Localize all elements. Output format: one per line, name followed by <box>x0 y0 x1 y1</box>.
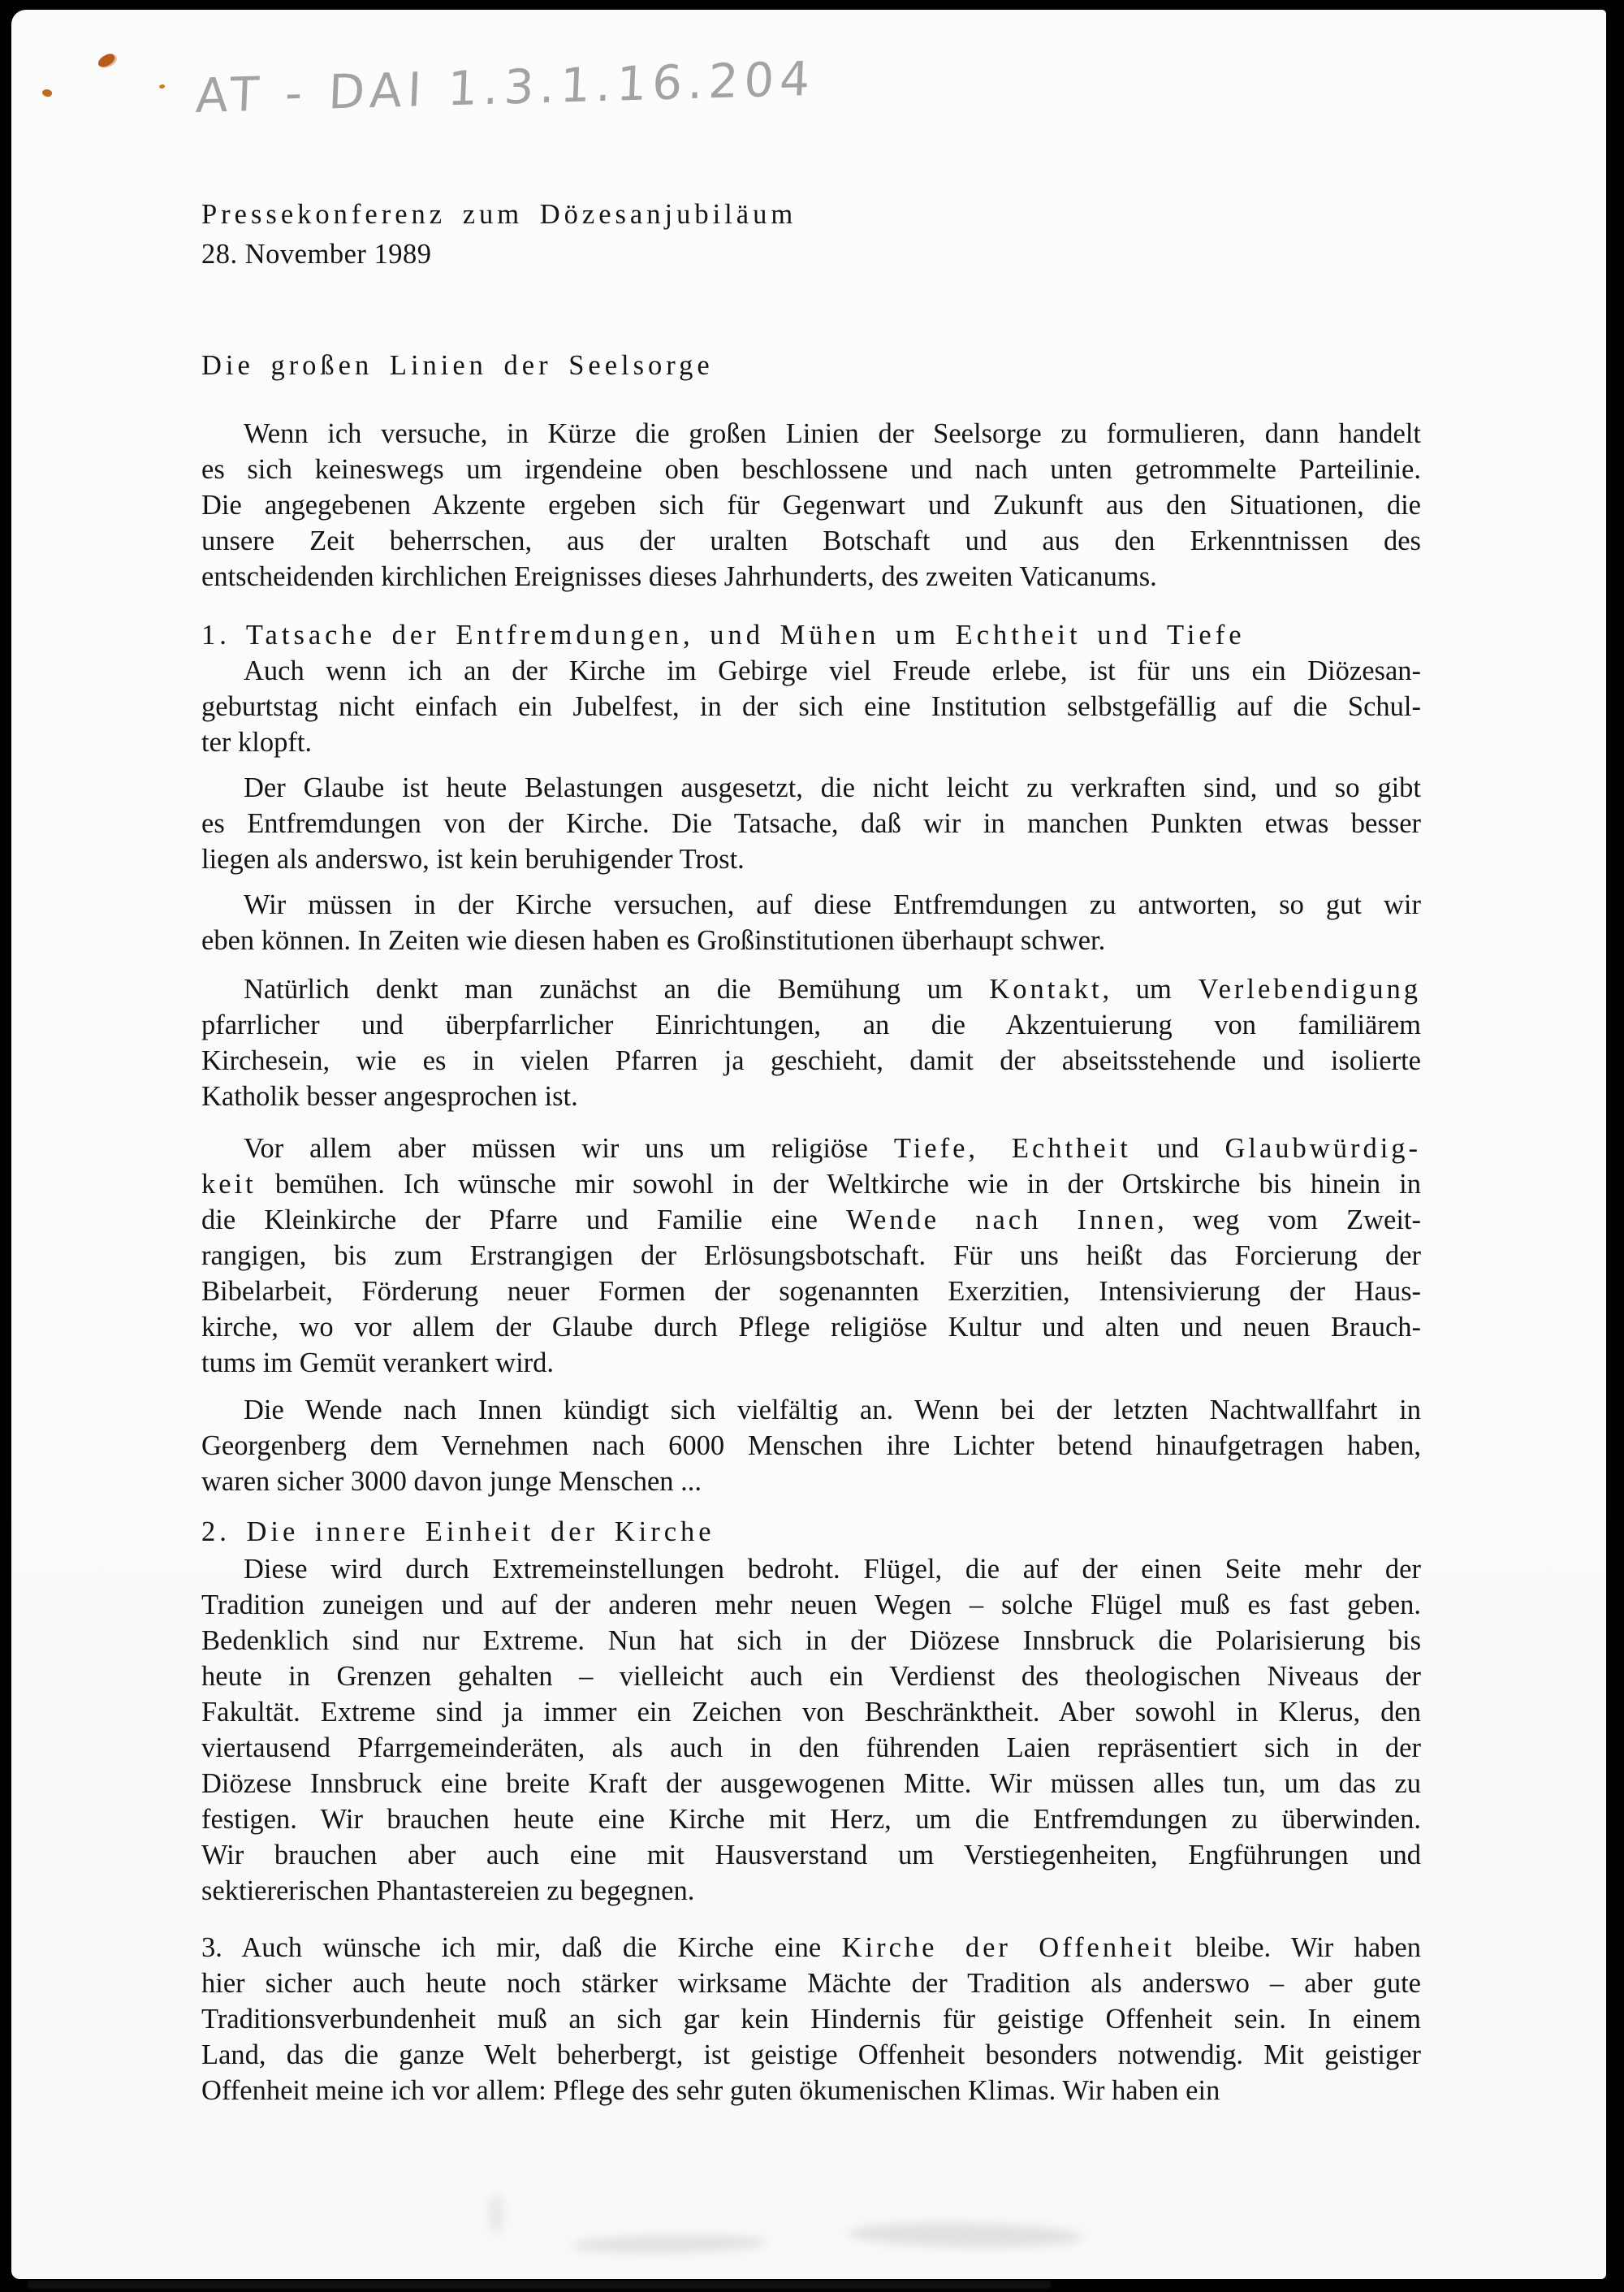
text-line: Diese wird durch Extremeinstellungen bedroht. Flügel, die auf der einen Seite mehr der <box>244 1554 1421 1585</box>
text-line: Tradition zuneigen und auf der anderen mehr neuen Wegen – solche Flügel muß es fast geben. <box>201 1589 1421 1620</box>
text-line: keit bemühen. Ich wünsche mir sowohl in der Weltkirche wie in der Ortskirche bis hinein in <box>201 1169 1421 1200</box>
paragraph <box>201 1131 1421 1381</box>
text-line: Bedenklich sind nur Extreme. Nun hat sich in der Diözese Innsbruck die Polarisierung bis <box>201 1625 1421 1656</box>
text-line: rangigen, bis zum Erstrangigen der Erlösungsbotschaft. Für uns heißt das Forcierung der <box>201 1240 1421 1271</box>
text-line: 2. Die innere Einheit der Kirche <box>201 1516 715 1547</box>
text-line: Wenn ich versuche, in Kürze die großen Linien der Seelsorge zu formulieren, dann handelt <box>244 418 1421 449</box>
text-line: unsere Zeit beherrschen, aus der uralten Botschaft und aus den Erkenntnissen des <box>201 525 1421 556</box>
handwritten-annotation: AT - DAI 1.3.1.16.204 <box>194 50 817 124</box>
text-line: Katholik besser angesprochen ist. <box>201 1081 578 1112</box>
text-line: Die angegebenen Akzente ergeben sich für Gegenwart und Zukunft aus den Situationen, die <box>201 490 1421 521</box>
text-line: pfarrlicher und überpfarrlicher Einrichtungen, an die Akzentuierung von familiärem <box>201 1010 1421 1040</box>
text-line: viertausend Pfarrgemeinderäten, als auch in den führenden Laien repräsentiert sich in der <box>201 1732 1421 1763</box>
text-line: Wir müssen in der Kirche versuchen, auf diese Entfremdungen zu antworten, so gut wir <box>244 889 1421 920</box>
text-line: heute in Grenzen gehalten – vielleicht auch ein Verdienst des theologischen Niveaus der <box>201 1661 1421 1692</box>
text-line: eben können. In Zeiten wie diesen haben es Großinstitutionen überhaupt schwer. <box>201 925 1106 956</box>
scan-shadow <box>28 2281 1051 2289</box>
text-line: es Entfremdungen von der Kirche. Die Tatsache, daß wir in manchen Punkten etwas besser <box>201 808 1421 839</box>
section-heading <box>201 617 1421 653</box>
text-line: Fakultät. Extreme sind ja immer ein Zeichen von Beschränktheit. Aber sowohl in Klerus, den <box>201 1697 1421 1728</box>
text-line: Traditionsverbundenheit muß an sich gar kein Hindernis für geistige Offenheit sein. In einem <box>201 2004 1421 2035</box>
text-line: waren sicher 3000 davon junge Menschen ... <box>201 1466 702 1497</box>
text-line: Auch wenn ich an der Kirche im Gebirge viel Freude erlebe, ist für uns ein Diözesan- <box>244 655 1421 686</box>
paragraph <box>201 887 1421 958</box>
text-line: festigen. Wir brauchen heute eine Kirche mit Herz, um die Entfremdungen zu überwinden. <box>201 1804 1421 1835</box>
rust-speck <box>159 84 165 89</box>
paragraph <box>201 1392 1421 1499</box>
bleedthrough-smudge <box>489 2193 503 2235</box>
text-line: geburtstag nicht einfach ein Jubelfest, in der sich eine Institution selbstgefällig auf die Schul- <box>201 691 1421 722</box>
paragraph <box>201 770 1421 877</box>
section-heading <box>201 1514 1421 1550</box>
text-line: Bibelarbeit, Förderung neuer Formen der sogenannten Exerzitien, Intensivierung der Haus- <box>201 1276 1421 1307</box>
text-line: es sich keineswegs um irgendeine oben beschlossene und nach unten getrommelte Parteilinie. <box>201 454 1421 485</box>
paragraph <box>201 1930 1421 2108</box>
text-line: sektiererischen Phantastereien zu begegnen. <box>201 1875 695 1906</box>
text-line: Kirchesein, wie es in vielen Pfarren ja geschieht, damit der abseitsstehende und isolierte <box>201 1045 1421 1076</box>
text-line: Land, das die ganze Welt beherbergt, ist geistige Offenheit besonders notwendig. Mit geistiger <box>201 2039 1421 2070</box>
text-line: die Kleinkirche der Pfarre und Familie eine Wende nach Innen, weg vom Zweit- <box>201 1204 1421 1235</box>
document-title: Pressekonferenz zum Dözesanjubiläum <box>201 199 797 230</box>
text-line: 3. Auch wünsche ich mir, daß die Kirche eine Kirche der Offenheit bleibe. Wir haben <box>201 1932 1421 1963</box>
text-line: ter klopft. <box>201 727 313 758</box>
text-line: Wir brauchen aber auch eine mit Hausverstand um Verstiegenheiten, Engführungen und <box>201 1840 1421 1870</box>
paragraph <box>201 971 1421 1114</box>
paragraph <box>201 416 1421 595</box>
bleedthrough-smudge <box>848 2221 1083 2249</box>
text-line: Diözese Innsbruck eine breite Kraft der ausgewogenen Mitte. Wir müssen alles tun, um das zu <box>201 1768 1421 1799</box>
text-line: Vor allem aber müssen wir uns um religiöse Tiefe, Echtheit und Glaubwürdig- <box>244 1133 1421 1164</box>
text-line: Natürlich denkt man zunächst an die Bemühung um Kontakt, um Verlebendigung <box>244 974 1421 1005</box>
text-line: 1. Tatsache der Entfremdungen, und Mühen um Echtheit und Tiefe <box>201 620 1246 651</box>
document-page <box>201 197 1421 2108</box>
bleedthrough-smudge <box>572 2234 767 2255</box>
text-line: Offenheit meine ich vor allem: Pflege des sehr guten ökumenischen Klimas. Wir haben ein <box>201 2075 1220 2106</box>
paragraph <box>201 653 1421 760</box>
text-line: kirche, wo vor allem der Glaube durch Pflege religiöse Kultur und alten und neuen Brauch- <box>201 1312 1421 1343</box>
text-line: Der Glaube ist heute Belastungen ausgesetzt, die nicht leicht zu verkraften sind, und so gibt <box>244 772 1421 803</box>
paper <box>11 10 1606 2279</box>
document-heading: Die großen Linien der Seelsorge <box>201 350 714 381</box>
text-line: entscheidenden kirchlichen Ereignisses dieses Jahrhunderts, des zweiten Vaticanums. <box>201 561 1157 592</box>
rust-speck <box>41 88 53 98</box>
text-line: liegen als anderswo, ist kein beruhigender Trost. <box>201 844 745 875</box>
text-line: Georgenberg dem Vernehmen nach 6000 Menschen ihre Lichter betend hinaufgetragen haben, <box>201 1430 1421 1461</box>
text-line: Die Wende nach Innen kündigt sich vielfältig an. Wenn bei der letzten Nachtwallfahrt in <box>244 1395 1421 1425</box>
text-line: hier sicher auch heute noch stärker wirksame Mächte der Tradition als anderswo – aber gute <box>201 1968 1421 1999</box>
document-body <box>201 416 1421 2108</box>
document-date: 28. November 1989 <box>201 239 432 270</box>
paragraph <box>201 1551 1421 1909</box>
rust-speck <box>96 52 116 69</box>
text-line: tums im Gemüt verankert wird. <box>201 1347 555 1378</box>
